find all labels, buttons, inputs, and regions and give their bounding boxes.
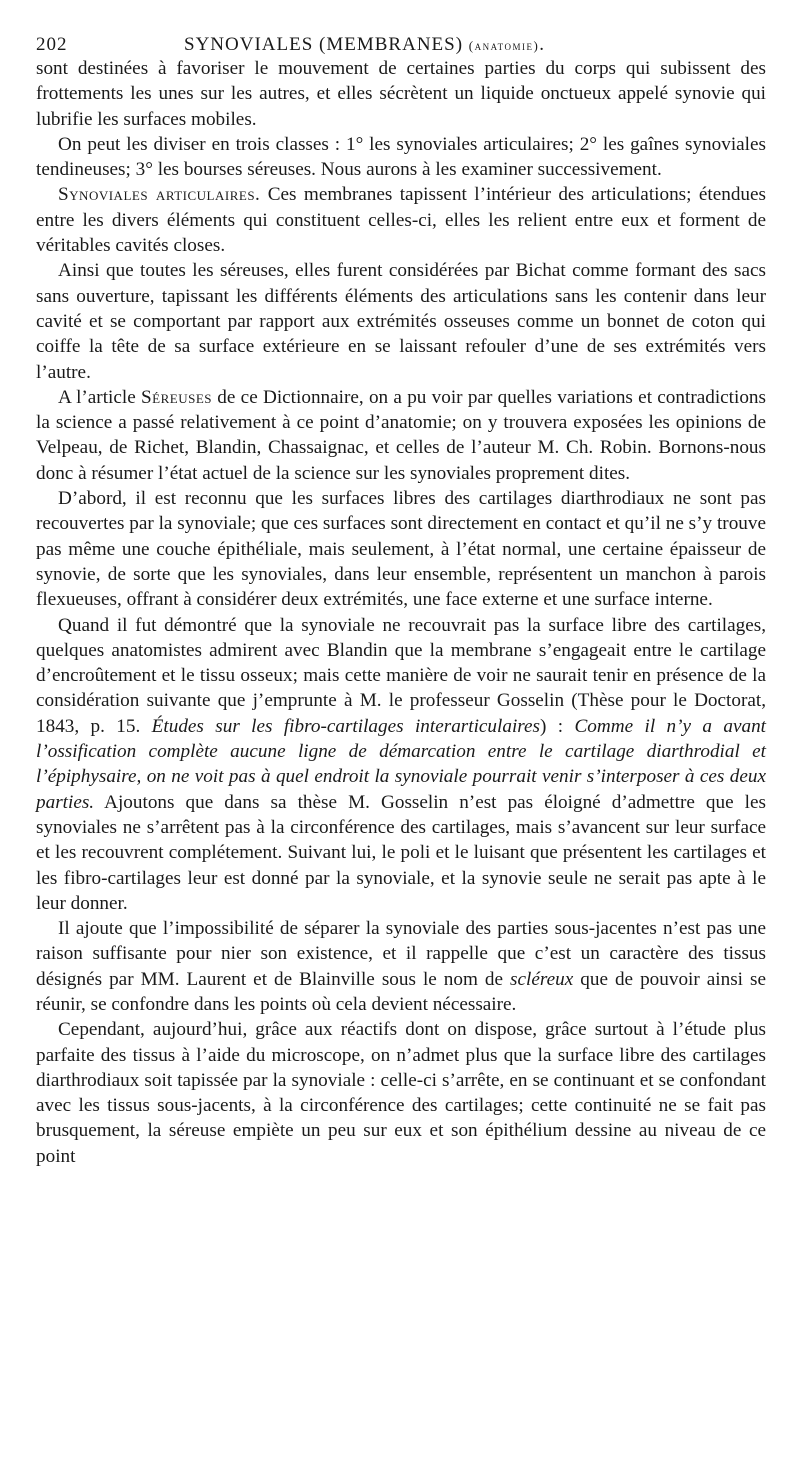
cross-reference: Séreuses — [141, 386, 213, 408]
paragraph-continued: sont destinées à favoriser le mouvement de certaines parties du corps qui subissent des frottements les unes sur les autres, et elles sécrètent un liquide onctueux appelé synovie qui lubrifie les surfaces mobiles. — [36, 58, 766, 130]
paragraph-text-pre: A l’article — [58, 386, 141, 408]
paragraph-text-pre: Il ajoute que l’impossibilité de séparer la synoviale des parties sous-jacentes n’est pas une raison suffisante pour nier son existence, et il rappelle que c’est un caractère des tissus désignés par MM. Laurent et de Blainville sous le nom de — [36, 918, 766, 990]
running-title-end: . — [539, 34, 546, 55]
paragraph-text: Ajoutons que dans sa thèse M. Gosselin n’est pas éloigné d’admettre que les synoviales ne s’arrêtent pas à la circonférence des cartilages, mais s’avancent sur leur surface et les recouvrent complétement. Suivant lui, le poli et le luisant que présentent les cartilages et les fibro-cartilages leur est donné par la synoviale, et la synovie seule ne serait pas apte à le leur donner. — [36, 791, 766, 914]
paragraph-bichat: Ainsi que toutes les séreuses, elles furent considérées par Bichat comme formant des sacs sans ouverture, tapissant les différents éléments des articulations sans les contenir dans leur cavité et se comportant par rapport aux extrémités osseuses comme un bonnet de coton qui coiffe la tête de sa surface extérieure en se laissant refouler d’une de ses extrémités vers l’autre. — [36, 260, 766, 383]
paragraph-sclereux — [36, 916, 766, 1017]
paragraph-article-sereuses — [36, 385, 766, 486]
body-text — [36, 56, 766, 1169]
running-title-main: SYNOVIALES (MEMBRANES) — [184, 34, 464, 55]
section-heading: Synoviales articulaires. — [58, 184, 261, 206]
paragraph-text: Ces membranes tapissent l’intérieur des articulations; étendues entre les divers éléments qui constituent celles-ci, elles les relient entre eux et forment de véritables cavités closes. — [36, 184, 766, 257]
paragraph-synoviales-articulaires — [36, 182, 766, 258]
italic-term: scléreux — [510, 968, 574, 990]
running-title-sub: (anatomie) — [468, 38, 540, 53]
running-title — [184, 34, 545, 56]
running-header — [36, 28, 766, 56]
page-number: 202 — [36, 34, 68, 55]
paragraph-text: de ce Dictionnaire, on a pu voir par quelles variations et contradictions la science a passé relativement à ce point d’anatomie; on y trouvera exposées les opinions de Velpeau, de Richet, Blandin, Chassaignac, et celles de l’auteur M. Ch. Robin. Bornons-nous donc à résumer l’état actuel de la science sur les synoviales proprement dites. — [36, 386, 766, 484]
cited-work-title: Études sur les fibro-cartilages interarticulaires — [151, 715, 541, 737]
paragraph-surfaces-libres: D’abord, il est reconnu que les surfaces libres des cartilages diarthrodiaux ne sont pas recouvertes par la synoviale; que ces surfaces sont directement en contact et qu’il ne s’y trouve pas même une couche épithéliale, mais seulement, à l’état normal, une certaine épaisseur de synovie, de sorte que les synoviales, dans leur ensemble, représentent un manchon à parois flexueuses, offrant à considérer deux extrémités, une face externe et une surface interne. — [36, 488, 766, 611]
paragraph-classes: On peut les diviser en trois classes : 1° les synoviales articulaires; 2° les gaînes synoviales tendineuses; 3° les bourses séreuses. Nous aurons à les examiner successivement. — [36, 133, 766, 181]
paragraph-text: que de pouvoir ainsi se réunir, se confondre dans les points où cela devient nécessaire. — [36, 968, 766, 1015]
paragraph-cependant: Cependant, aujourd’hui, grâce aux réactifs dont on dispose, grâce surtout à l’étude plus parfaite des tissus à l’aide du microscope, on n’admet plus que la surface libre des cartilages diarthrodiaux soit tapissée par la synoviale : celle-ci s’arrête, en se continuant et se confondant avec les tissus sous-jacents, à la circonférence des cartilages; cette continuité ne se fait pas brusquement, la séreuse empiète un peu sur eux et son épithélium dessine au niveau de ce point — [36, 1019, 766, 1167]
paragraph-text-mid: ) : — [540, 715, 575, 737]
quotation: Comme il n’y a avant l’ossification complète aucune ligne de démarcation entre le cartilage diarthrodial et l’épiphysaire, on ne voit pas à quel endroit la synoviale pourrait venir s’interposer à ces deux parties. — [36, 715, 766, 813]
paragraph-text-pre: Quand il fut démontré que la synoviale ne recouvrait pas la surface libre des cartilages, quelques anatomistes admirent avec Blandin que la membrane s’engageait entre le cartilage d’encroûtement et le tissu osseux; mais cette manière de voir ne saurait tenir en présence de la considération suivante que j’emprunte à M. le professeur Gosselin (Thèse pour le Doctorat, 1843, p. 15. — [36, 614, 766, 737]
paragraph-gosselin — [36, 613, 766, 917]
